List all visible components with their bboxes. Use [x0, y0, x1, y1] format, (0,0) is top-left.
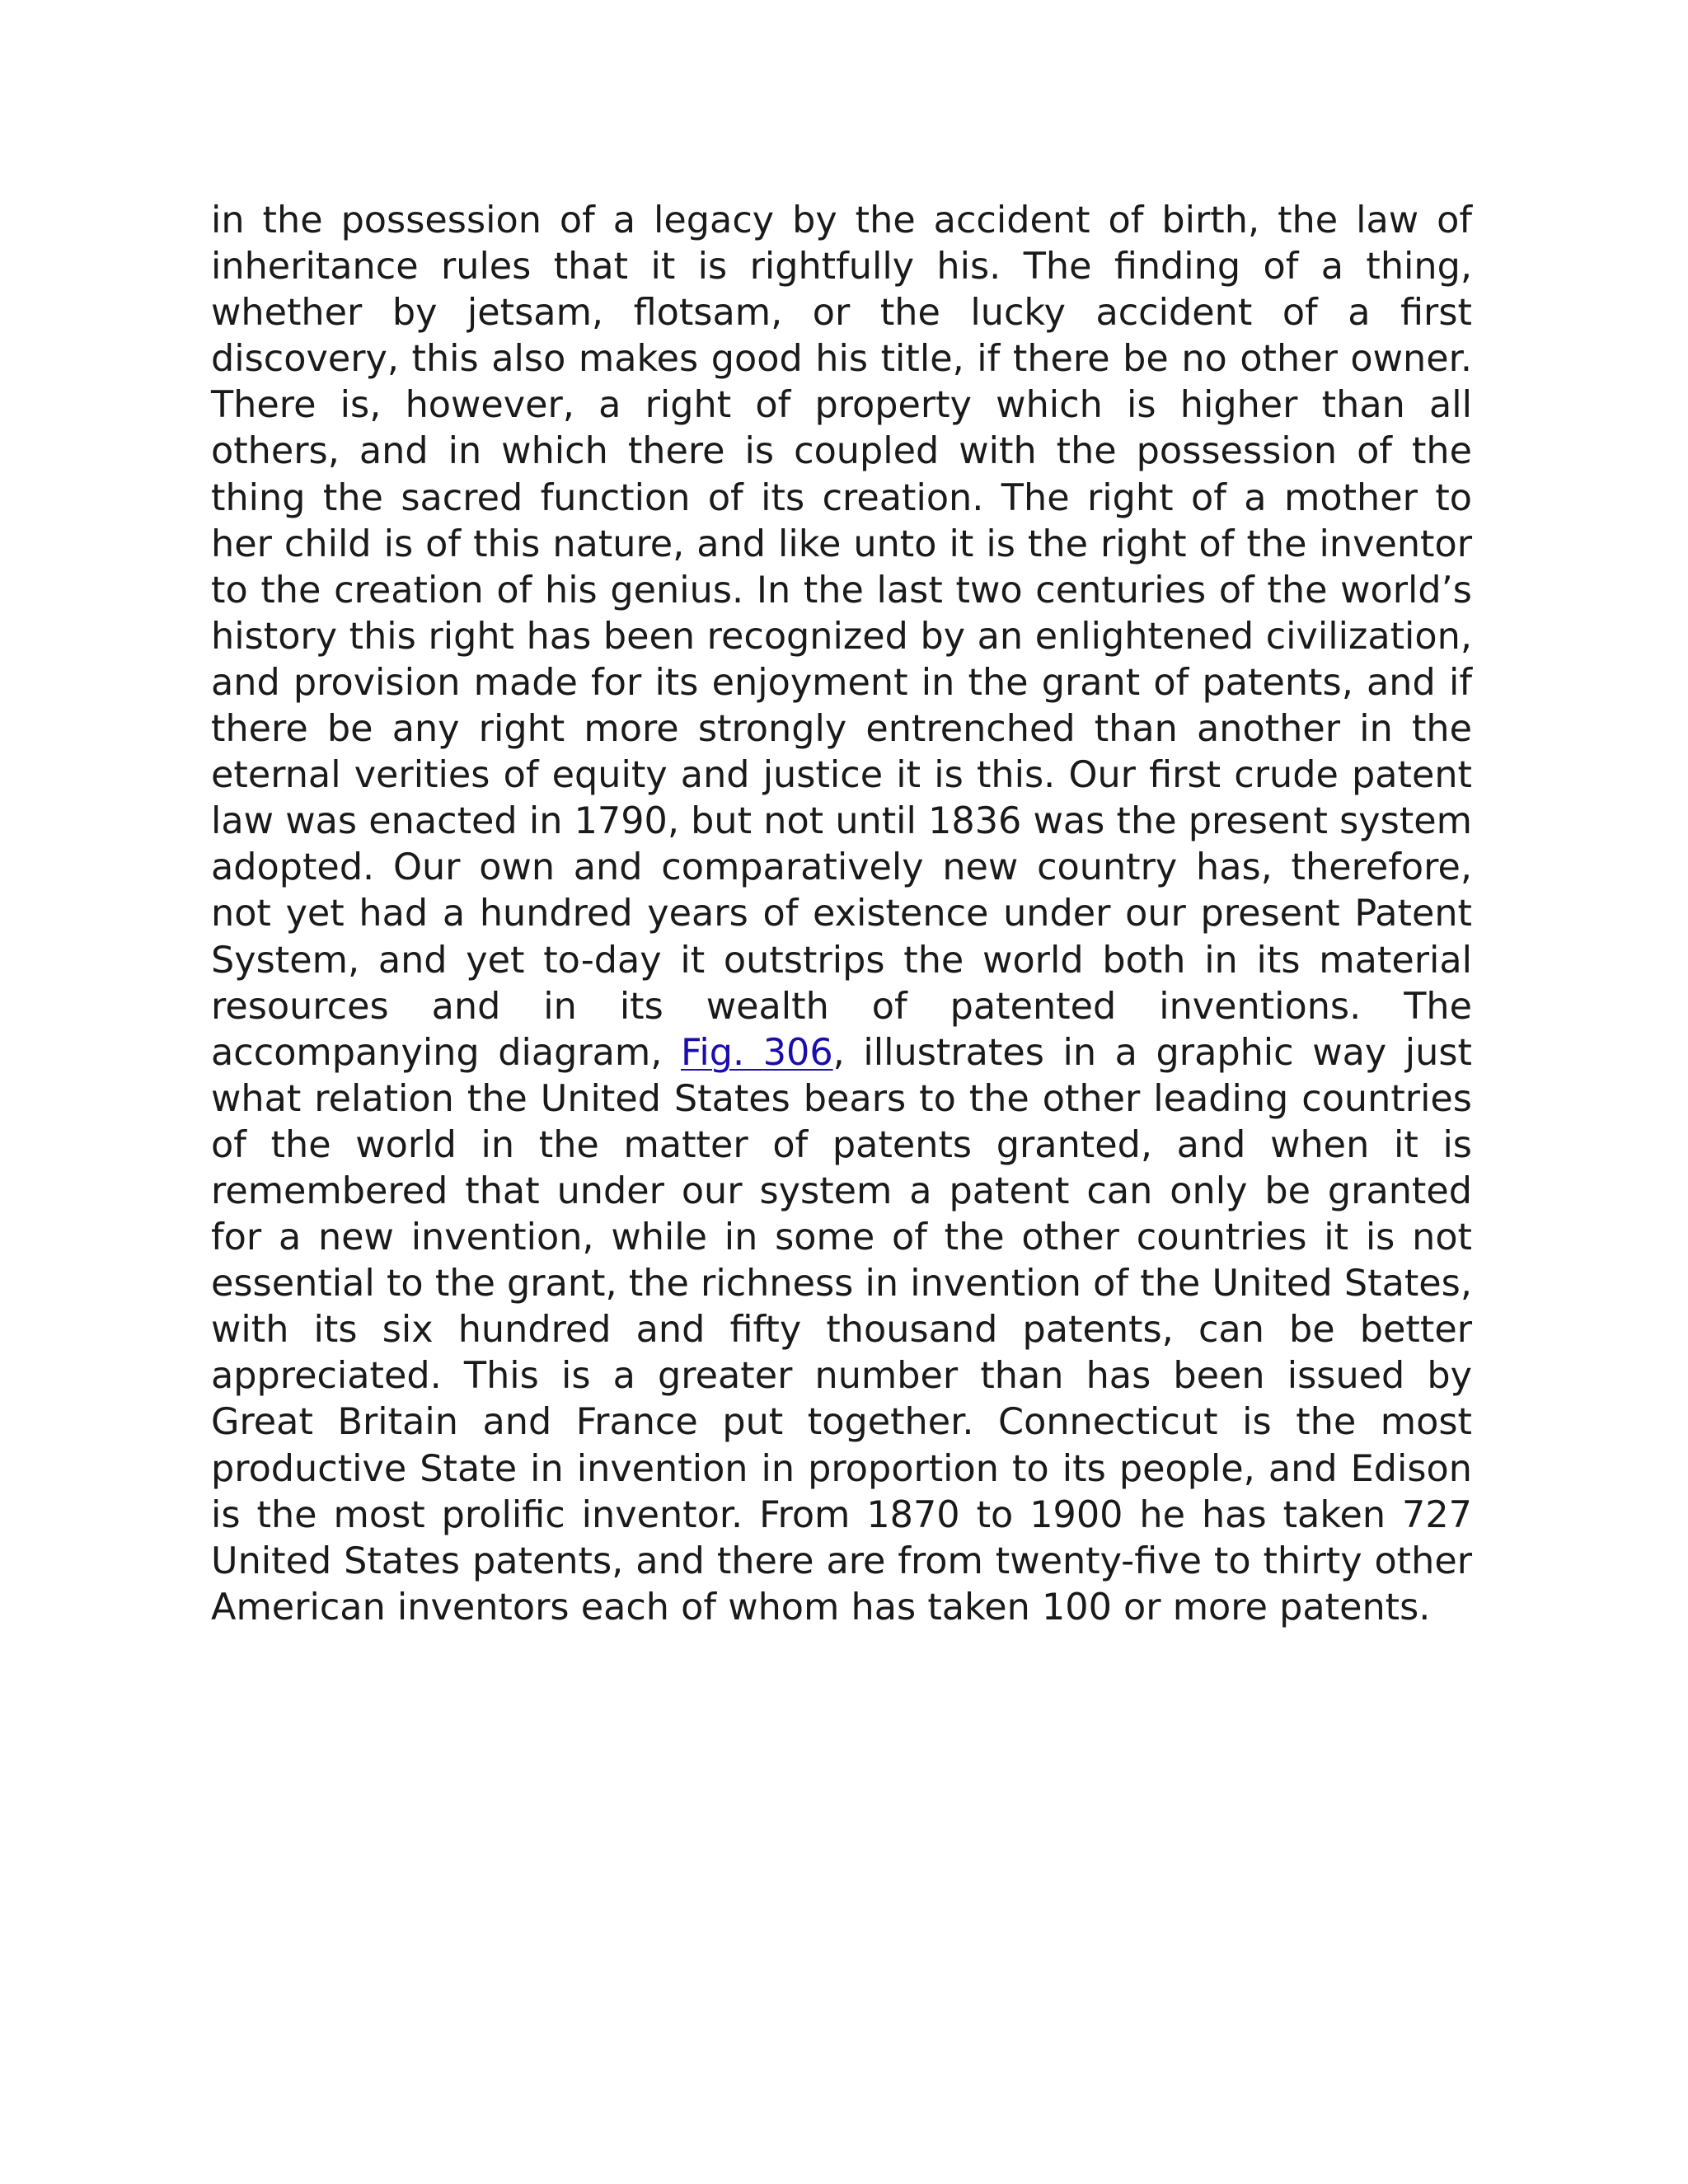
body-paragraph: [211, 198, 1472, 1631]
figure-link[interactable]: Fig. 306: [681, 1031, 833, 1074]
paragraph-text-before-link: in the possession of a legacy by the accident of birth, the law of inheritance rules that it is rightfully his. The finding of a thing, whether by jetsam, flotsam, or the lucky accident of a first discovery, this also makes good his title, if there be no other owner. There is, however, a right of property which is higher than all others, and in which there is coupled with the possession of the thing the sacred function of its creation. The right of a mother to her child is of this nature, and like unto it is the right of the inventor to the creation of his genius. In the last two centuries of the world’s history this right has been recognized by an enlightened civilization, and provision made for its enjoyment in the grant of patents, and if there be any right more strongly entrenched than another in the eternal verities of equity and justice it is this. Our first crude patent law was enacted in 1790, but not until 1836 was the present system adopted. Our own and comparatively new country has, therefore, not yet had a hundred years of existence under our present Patent System, and yet to-day it outstrips the world both in its material resources and in its wealth of patented inventions. The accompanying diagram,: [211, 199, 1472, 1074]
paragraph-text-after-link: , illustrates in a graphic way just what relation the United States bears to the other leading countries of the world in the matter of patents granted, and when it is remembered that under our system a patent can only be granted for a new invention, while in some of the other countries it is not essential to the grant, the richness in invention of the United States, with its six hundred and fifty thousand patents, can be better appreciated. This is a greater number than has been issued by Great Britain and France put together. Connecticut is the most productive State in invention in proportion to its people, and Edison is the most prolific inventor. From 1870 to 1900 he has taken 727 United States patents, and there are from twenty-five to thirty other American inventors each of whom has taken 100 or more patents.: [211, 1031, 1472, 1629]
